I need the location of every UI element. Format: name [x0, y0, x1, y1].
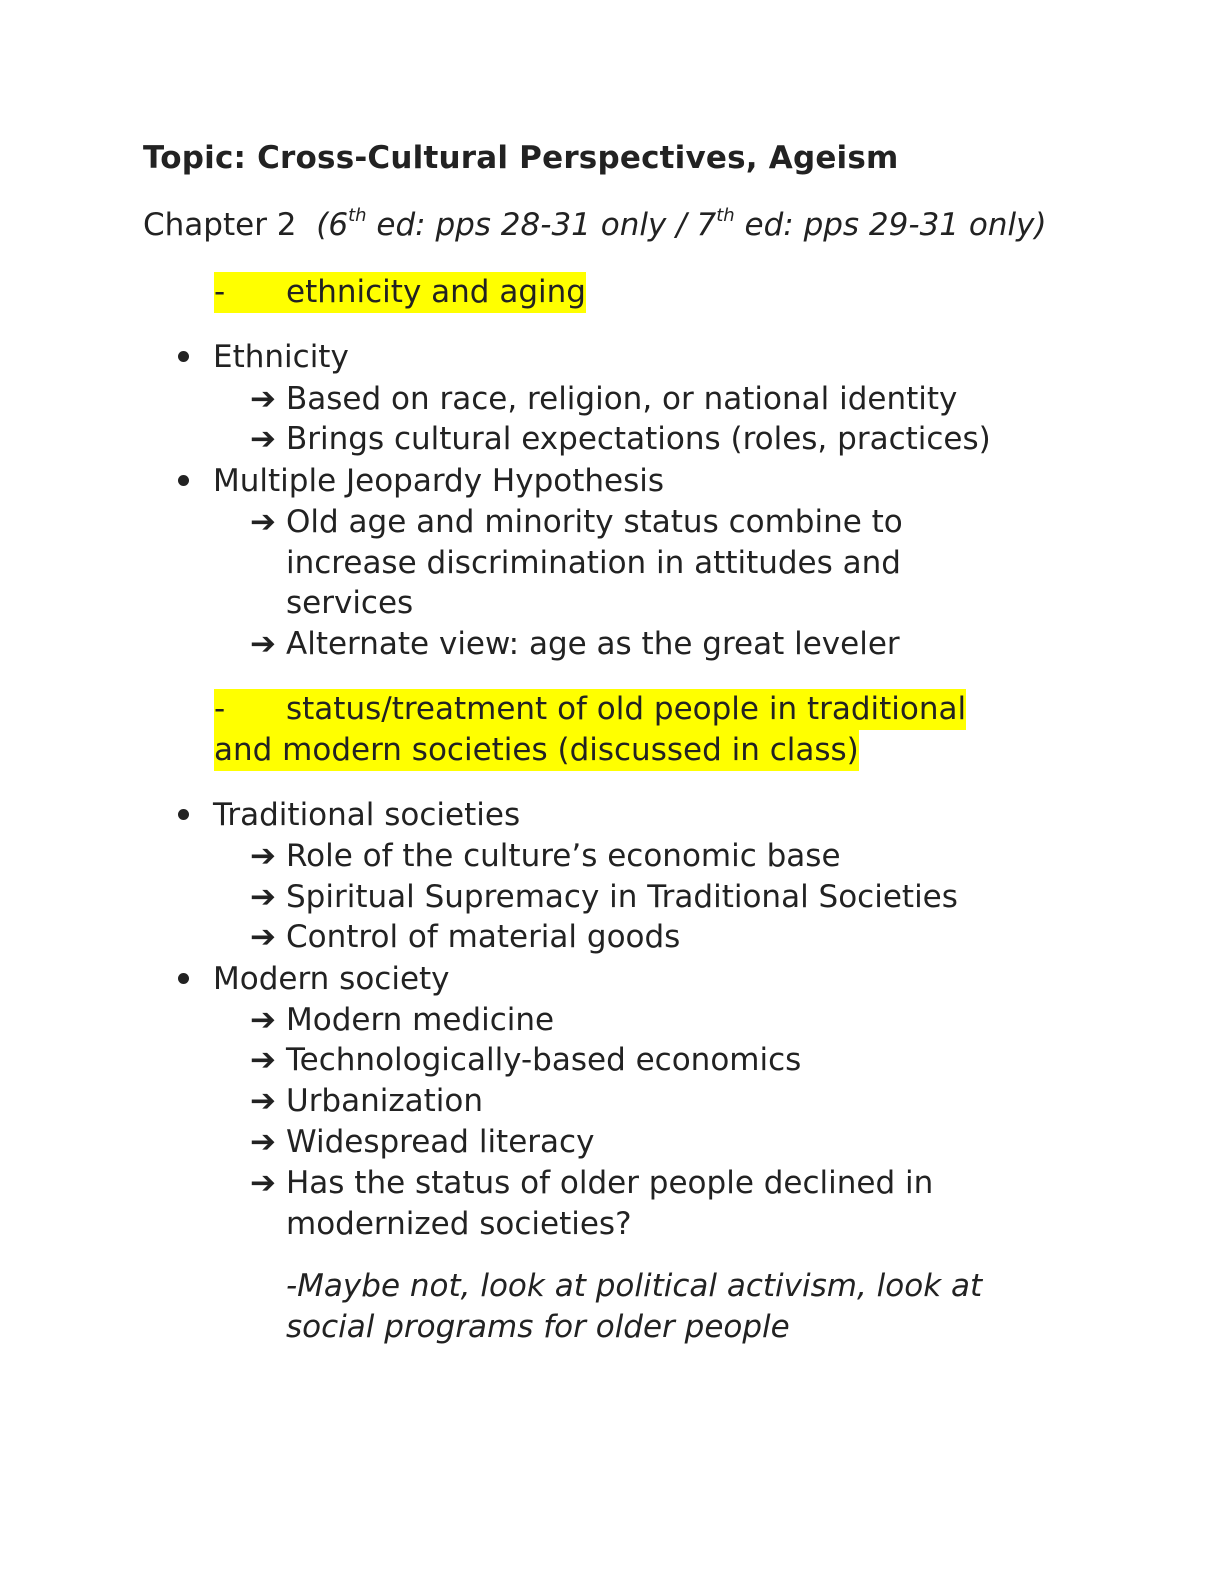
- highlighted-line: and modern societies (discussed in class): [214, 730, 859, 771]
- bullet-icon: [178, 351, 189, 362]
- section-heading-status-treatment: [214, 689, 966, 771]
- section-heading-ethnicity: [214, 272, 586, 313]
- chapter-label: Chapter 2: [143, 207, 297, 243]
- list-item: ➔ Brings cultural expectations (roles, practices): [250, 419, 1030, 460]
- arrow-right-icon: ➔: [250, 1083, 276, 1119]
- chapter-reference: [143, 207, 1047, 243]
- note-text: -Maybe not, look at political activism, look at social programs for older people: [286, 1268, 983, 1345]
- arrow-right-icon: ➔: [250, 504, 276, 540]
- bullet-multiple-jeopardy: Multiple Jeopardy Hypothesis: [178, 461, 664, 502]
- arrow-right-icon: ➔: [250, 1002, 276, 1038]
- list-item: ➔ Modern medicine: [250, 1000, 1030, 1041]
- list-item: ➔ Control of material goods: [250, 917, 1030, 958]
- list-item: ➔ Based on race, religion, or national identity: [250, 379, 1030, 420]
- list-item: ➔ Old age and minority status combine to increase discrimination in attitudes and services: [250, 504, 903, 621]
- bullet-ethnicity: Ethnicity: [178, 337, 349, 378]
- highlighted-line: - status/treatment of old people in traditional: [214, 689, 966, 730]
- arrow-right-icon: ➔: [250, 381, 276, 417]
- arrow-right-icon: ➔: [250, 879, 276, 915]
- arrow-right-icon: ➔: [250, 838, 276, 874]
- list-item: ➔ Role of the culture’s economic base: [250, 836, 1030, 877]
- highlighted-line: - ethnicity and aging: [214, 272, 586, 313]
- list-item: ➔ Urbanization: [250, 1081, 1030, 1122]
- bullet-icon: [178, 475, 189, 486]
- arrow-right-icon: ➔: [250, 1042, 276, 1078]
- bullet-icon: [178, 809, 189, 820]
- list-item: ➔ Spiritual Supremacy in Traditional Societies: [250, 877, 1030, 918]
- bullet-traditional-societies: Traditional societies: [178, 795, 520, 836]
- arrow-right-icon: ➔: [250, 626, 276, 662]
- arrow-right-icon: ➔: [250, 1165, 276, 1201]
- list-item: ➔ Has the status of older people declined in modernized societies?: [250, 1165, 934, 1242]
- list-item: ➔ Technologically-based economics: [250, 1040, 1030, 1081]
- list-item: ➔ Widespread literacy: [250, 1122, 1030, 1163]
- bullet-modern-society: Modern society: [178, 959, 450, 1000]
- list-item: ➔ Alternate view: age as the great leveler: [250, 624, 1030, 665]
- arrow-right-icon: ➔: [250, 421, 276, 457]
- bullet-icon: [178, 973, 189, 984]
- arrow-right-icon: ➔: [250, 919, 276, 955]
- page-range: (6th ed: pps 28-31 only / 7th ed: pps 29-31 only): [316, 205, 1047, 243]
- topic-heading: Topic: Cross-Cultural Perspectives, Ageism: [143, 140, 899, 176]
- arrow-right-icon: ➔: [250, 1124, 276, 1160]
